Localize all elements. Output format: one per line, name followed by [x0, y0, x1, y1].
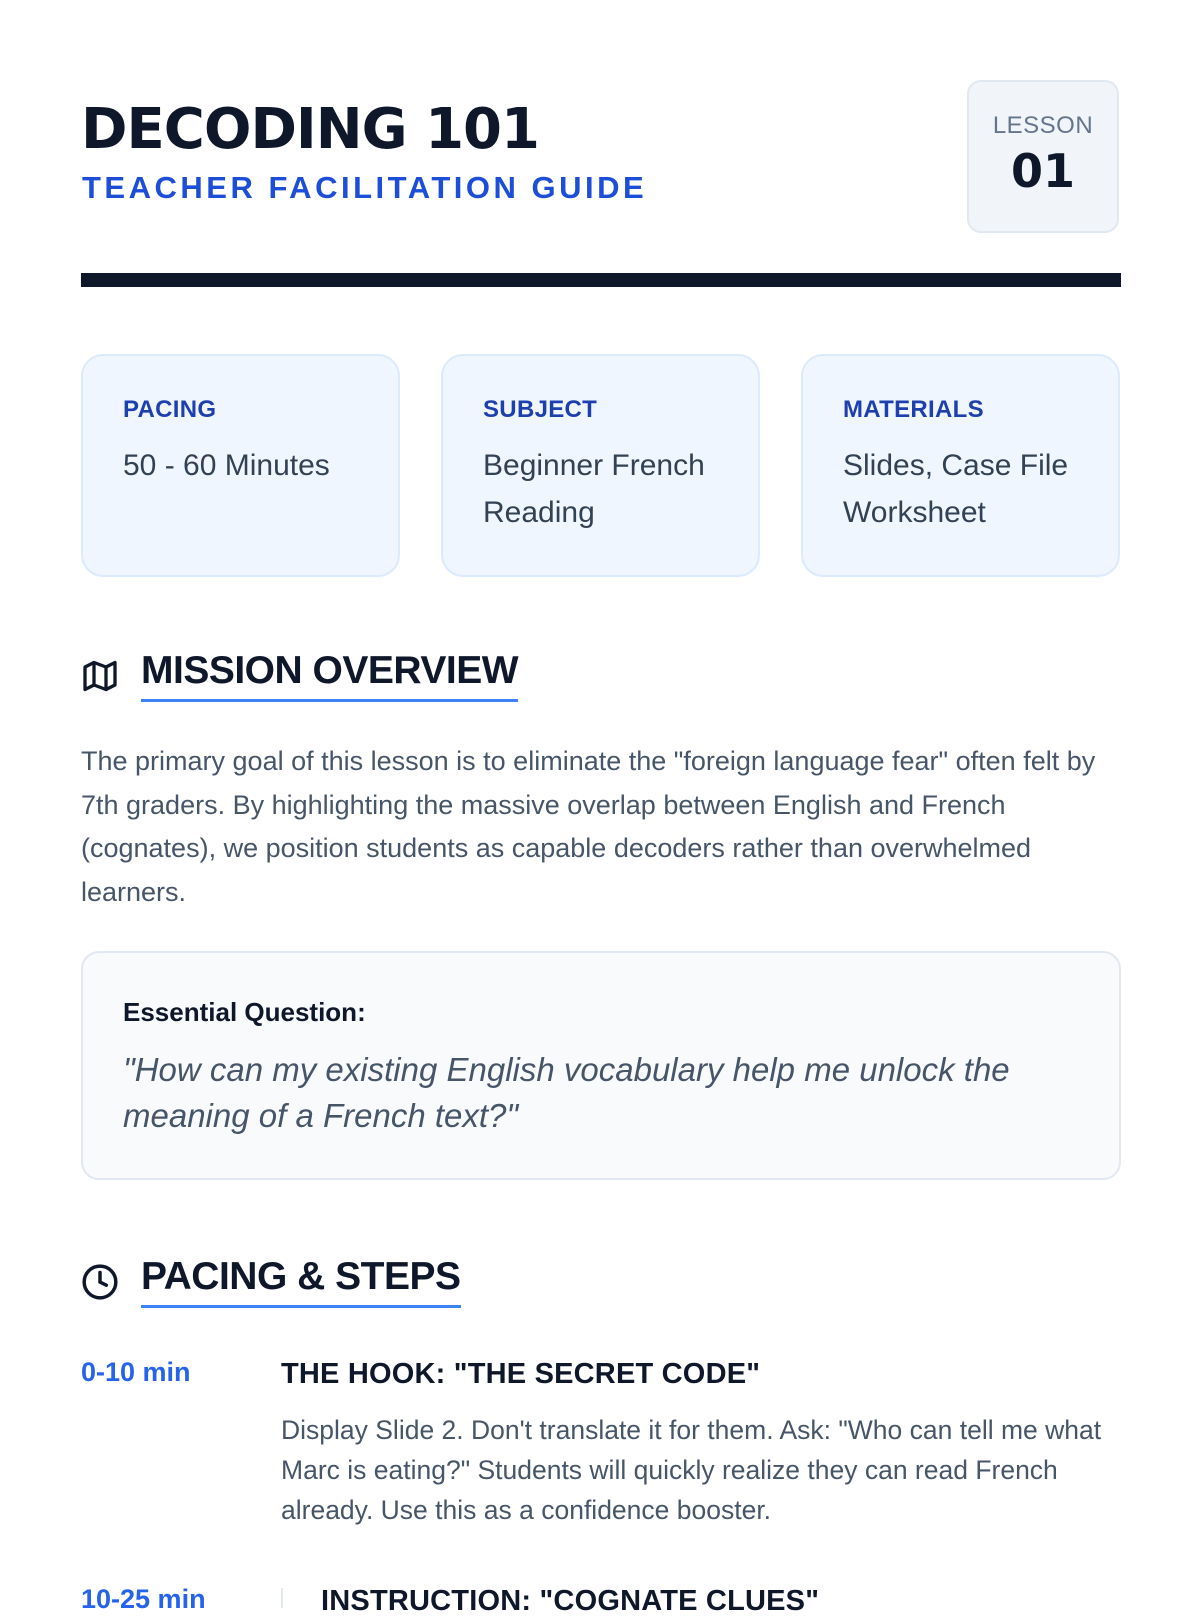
step-body [321, 1584, 1161, 1619]
section-title: MISSION OVERVIEW [141, 650, 518, 702]
lesson-badge [967, 80, 1119, 233]
essential-question-box [81, 951, 1121, 1180]
lesson-label: LESSON [992, 112, 1094, 139]
map-icon [81, 657, 119, 695]
info-card-label: PACING [123, 396, 217, 423]
document-header [81, 80, 1119, 230]
info-card-materials [801, 354, 1120, 577]
step-item [81, 1584, 1121, 1617]
essential-question-label: Essential Question: [123, 997, 366, 1027]
step-time: 10-25 min [81, 1584, 206, 1614]
info-card-value: 50 - 60 Minutes [123, 449, 330, 482]
step-body [281, 1357, 1121, 1530]
mission-overview-text: The primary goal of this lesson is to eliminate the "foreign language fear" often felt by 7th graders. By highlighting the massive overlap between English and French (cognates), we position students as capable decoders rather than overwhelmed learners. [81, 746, 1096, 907]
info-card-subject [441, 354, 760, 577]
header-divider [81, 273, 1121, 287]
info-card-value: Beginner French Reading [483, 449, 705, 529]
document-title: DECODING 101 [81, 97, 539, 162]
step-description: Display Slide 2. Don't translate it for them. Ask: "Who can tell me what Marc is eating?" Students will quickly realize they can read French already. Use this as a confidence booster. [281, 1414, 1102, 1525]
step-title: THE HOOK: "THE SECRET CODE" [281, 1358, 761, 1390]
lesson-number: 01 [1010, 144, 1075, 198]
section-title: PACING & STEPS [141, 1256, 461, 1308]
info-card-pacing [81, 354, 400, 577]
mission-overview-header [81, 650, 518, 702]
step-time: 0-10 min [81, 1357, 191, 1387]
pacing-steps-header [81, 1256, 461, 1308]
clock-icon [81, 1263, 119, 1301]
info-card-value: Slides, Case File Worksheet [843, 449, 1069, 529]
info-card-label: SUBJECT [483, 396, 598, 423]
document-subtitle: TEACHER FACILITATION GUIDE [82, 170, 648, 205]
info-card-label: MATERIALS [843, 396, 984, 423]
step-title: INSTRUCTION: "COGNATE CLUES" [321, 1585, 820, 1617]
info-cards [81, 354, 1121, 577]
essential-question-text: "How can my existing English vocabulary help me unlock the meaning of a French text?" [123, 1051, 1010, 1134]
